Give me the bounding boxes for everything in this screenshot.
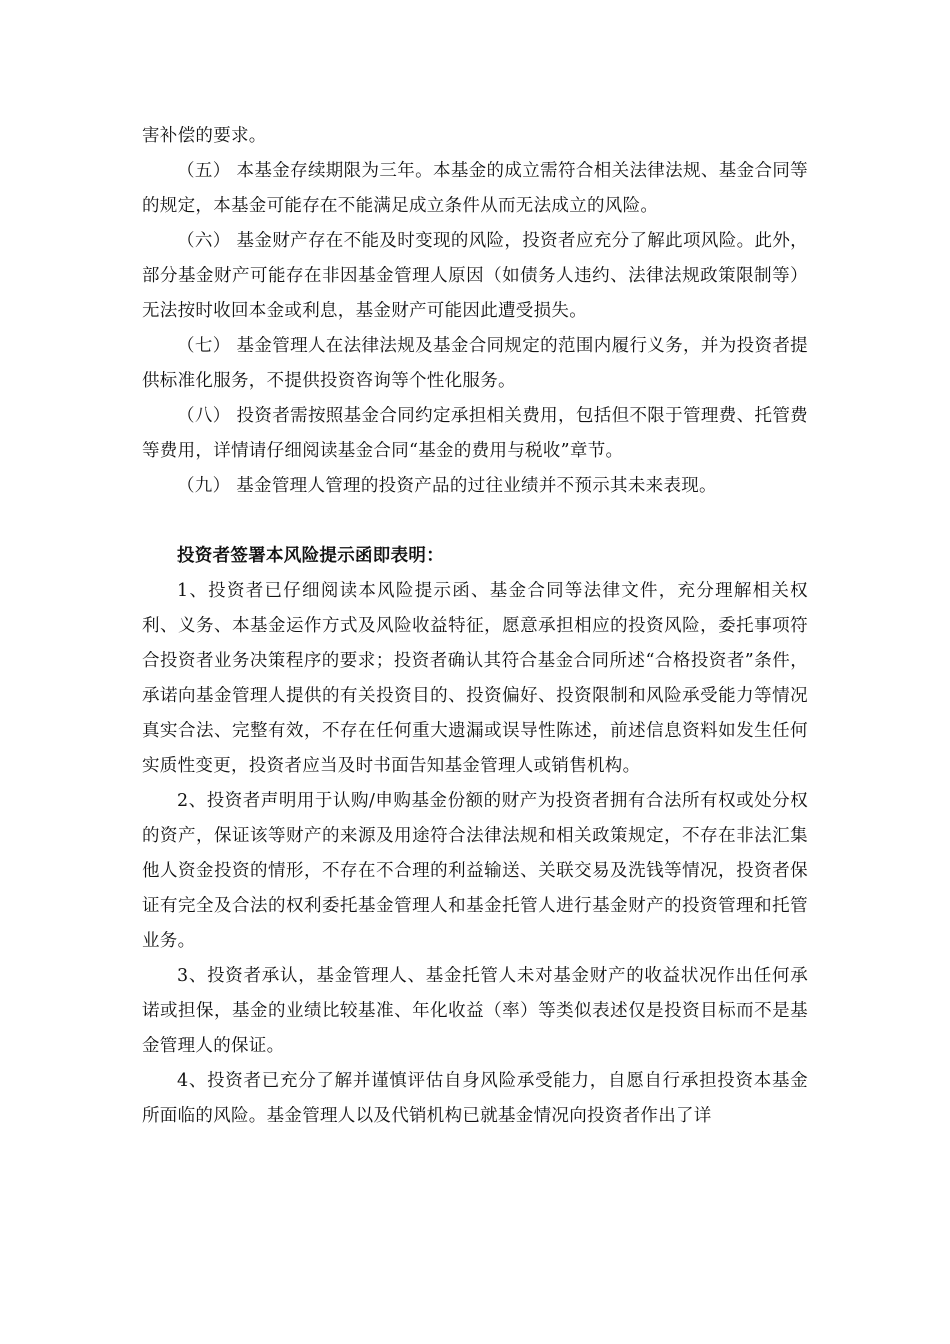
declaration-item-4: 4、投资者已充分了解并谨慎评估自身风险承受能力，自愿自行承担投资本基金所面临的风险。基金管理人以及代销机构已就基金情况向投资者作出了详 — [142, 1071, 808, 1126]
continuation-paragraph: 害补偿的要求。 — [142, 126, 267, 146]
risk-item-7: （七） 基金管理人在法律法规及基金合同规定的范围内履行义务，并为投资者提供标准化服务，不提供投资咨询等个性化服务。 — [142, 336, 808, 391]
declaration-item-1: 1、投资者已仔细阅读本风险提示函、基金合同等法律文件，充分理解相关权利、义务、本基金运作方式及风险收益特征，愿意承担相应的投资风险，委托事项符合投资者业务决策程序的要求；投资者确认其符合基金合同所述“合格投资者”条件，承诺向基金管理人提供的有关投资目的、投资偏好、投资限制和风险承受能力等情况真实合法、完整有效，不存在任何重大遗漏或误导性陈述，前述信息资料如发生任何实质性变更，投资者应当及时书面告知基金管理人或销售机构。 — [142, 581, 808, 776]
risk-item-5: （五） 本基金存续期限为三年。本基金的成立需符合相关法律法规、基金合同等的规定，本基金可能存在不能满足成立条件从而无法成立的风险。 — [142, 161, 808, 216]
declaration-item-2: 2、投资者声明用于认购/申购基金份额的财产为投资者拥有合法所有权或处分权的资产，保证该等财产的来源及用途符合法律法规和相关政策规定，不存在非法汇集他人资金投资的情形，不存在不合理的利益输送、关联交易及洗钱等情况，投资者保证有完全及合法的权利委托基金管理人和基金托管人进行基金财产的投资管理和托管业务。 — [142, 791, 808, 951]
declaration-item-3: 3、投资者承认，基金管理人、基金托管人未对基金财产的收益状况作出任何承诺或担保，基金的业绩比较基准、年化收益（率）等类似表述仅是投资目标而不是基金管理人的保证。 — [142, 966, 808, 1056]
risk-item-9: （九） 基金管理人管理的投资产品的过往业绩并不预示其未来表现。 — [177, 476, 717, 496]
risk-item-8: （八） 投资者需按照基金合同约定承担相关费用，包括但不限于管理费、托管费等费用，详情请仔细阅读基金合同“基金的费用与税收”章节。 — [142, 406, 808, 461]
risk-item-6: （六） 基金财产存在不能及时变现的风险，投资者应充分了解此项风险。此外，部分基金财产可能存在非因基金管理人原因（如债务人违约、法律法规政策限制等）无法按时收回本金或利息，基金财产可能因此遭受损失。 — [142, 231, 808, 321]
declaration-heading: 投资者签署本风险提示函即表明： — [177, 546, 444, 566]
